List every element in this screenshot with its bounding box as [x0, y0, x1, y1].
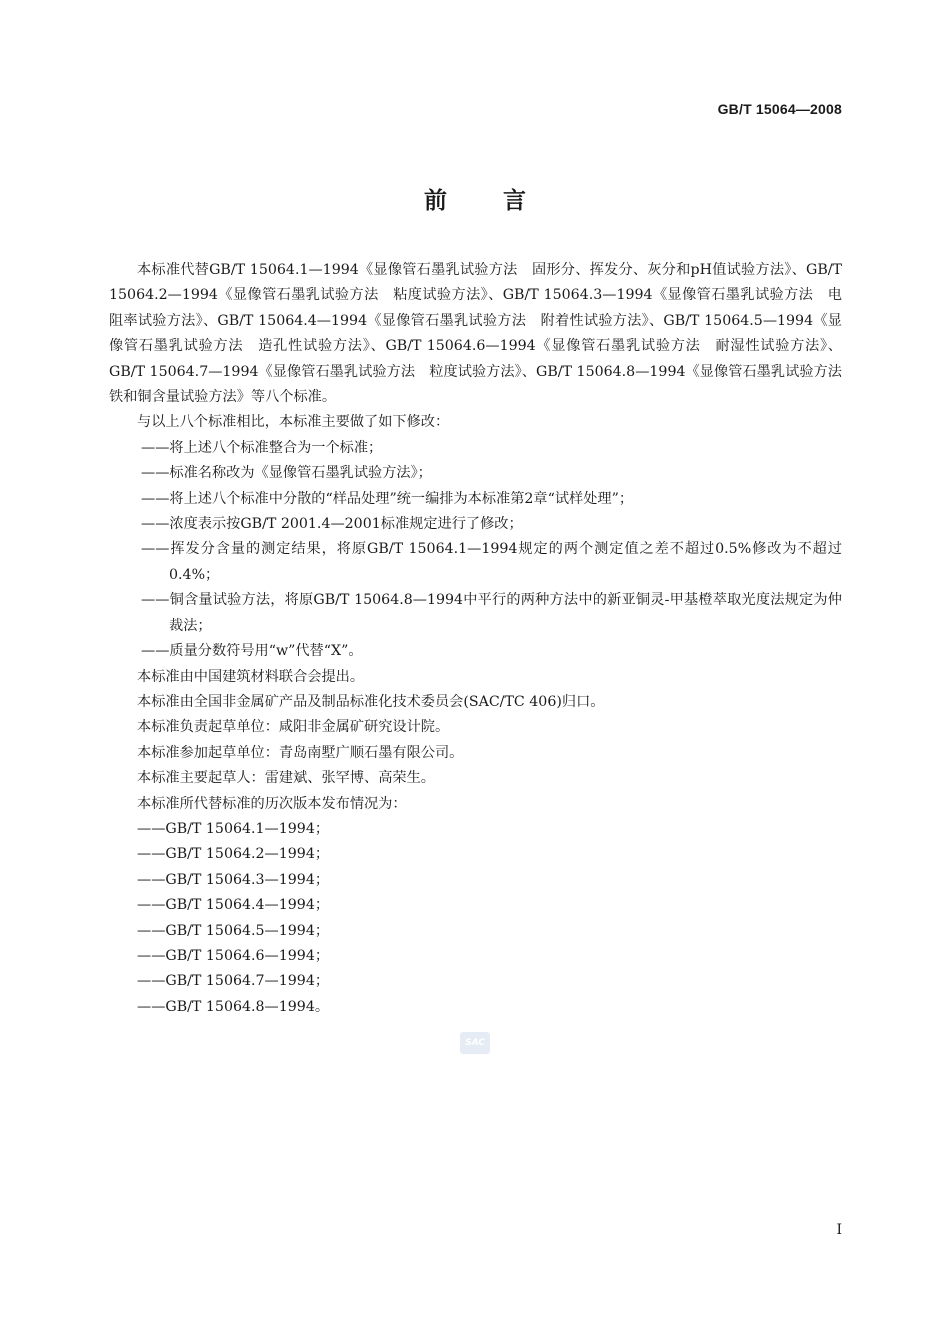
page-number: I	[836, 1222, 842, 1238]
statement-committee: 本标准由全国非金属矿产品及制品标准化技术委员会(SAC/TC 406)归口。	[137, 693, 605, 710]
history-item: ——GB/T 15064.3—1994；	[137, 871, 330, 888]
history-item: ——GB/T 15064.2—1994；	[137, 846, 330, 863]
change-item: ——标准名称改为《显像管石墨乳试验方法》；	[141, 465, 432, 482]
statement-authors: 本标准主要起草人：雷建斌、张罕博、高荣生。	[137, 770, 435, 787]
history-item: ——GB/T 15064.7—1994；	[137, 973, 330, 990]
history-item: ——GB/T 15064.5—1994；	[137, 922, 330, 939]
sac-watermark-logo: SAC	[460, 1032, 490, 1054]
history-item: ——GB/T 15064.8—1994。	[137, 998, 330, 1015]
change-item: ——挥发分含量的测定结果，将原GB/T 15064.1—1994规定的两个测定值之差不超过0.5%修改为不超过0.4%；	[141, 541, 842, 583]
standard-code: GB/T 15064—2008	[717, 101, 842, 117]
history-item: ——GB/T 15064.6—1994；	[137, 947, 330, 964]
change-item: ——质量分数符号用“w”代替“X”。	[141, 643, 363, 660]
change-item: ——将上述八个标准中分散的“样品处理”统一编排为本标准第2章“试样处理”；	[141, 490, 634, 507]
change-item: ——将上述八个标准整合为一个标准；	[141, 439, 383, 456]
history-item: ——GB/T 15064.4—1994；	[137, 897, 330, 914]
statement-participating-drafter: 本标准参加起草单位：青岛南墅广顺石墨有限公司。	[137, 744, 464, 761]
statement-proposed: 本标准由中国建筑材料联合会提出。	[137, 668, 365, 685]
change-item: ——铜含量试验方法，将原GB/T 15064.8—1994中平行的两种方法中的新亚铜灵-甲基橙萃取光度法规定为仲裁法；	[141, 592, 842, 634]
page-title: 前言	[424, 188, 582, 214]
statement-lead-drafter: 本标准负责起草单位：咸阳非金属矿研究设计院。	[137, 719, 450, 736]
document-body	[109, 258, 857, 1020]
history-item: ——GB/T 15064.1—1994；	[137, 820, 330, 837]
statement-history-intro: 本标准所代替标准的历次版本发布情况为：	[137, 795, 407, 812]
intro-paragraph: 本标准代替GB/T 15064.1—1994《显像管石墨乳试验方法 固形分、挥发分、灰分和pH值试验方法》、GB/T 15064.2—1994《显像管石墨乳试验方法 粘度试验方法》、GB/T 15064.3—1994《显像管石墨乳试验方法 电阻率试验方法》、GB/T 15064.4—1994《显像管石墨乳试验方法 附着性试验方法》、GB/T 15064.5—1994《显像管石墨乳试验方法 造孔性试验方法》、GB/T 15064.6—1994《显像管石墨乳试验方法 耐湿性试验方法》、GB/T 15064.7—1994《显像管石墨乳试验方法 粒度试验方法》、GB/T 15064.8—1994《显像管石墨乳试验方法 铁和铜含量试验方法》等八个标准。	[109, 262, 857, 406]
changes-intro: 与以上八个标准相比，本标准主要做了如下修改：	[137, 414, 450, 431]
change-item: ——浓度表示按GB/T 2001.4—2001标准规定进行了修改；	[141, 516, 523, 533]
